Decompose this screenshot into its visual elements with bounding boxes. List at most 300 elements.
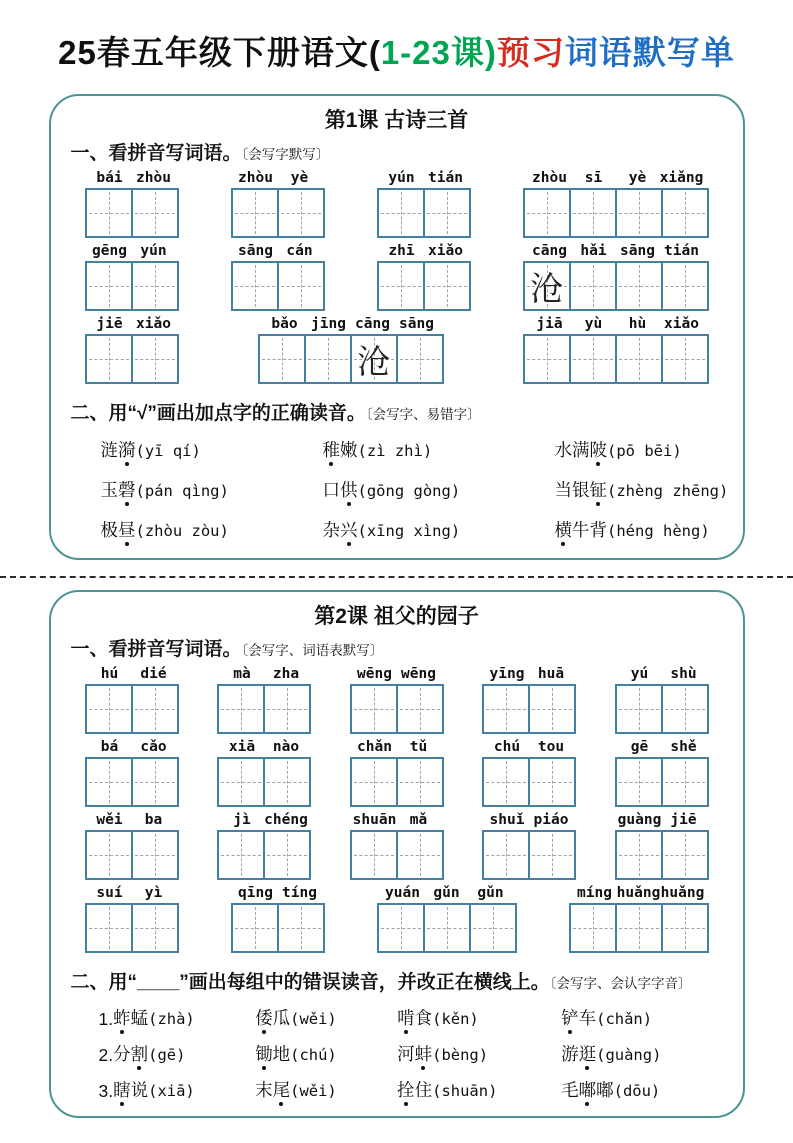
word-group [523, 243, 709, 311]
pinyin-reading: (kěn) [432, 1010, 479, 1029]
pinyin-reading: (wěi) [290, 1082, 337, 1101]
pinyin-reading: (héng hèng) [607, 522, 710, 541]
word-with-reading [113, 1044, 185, 1064]
writing-cell [661, 903, 709, 953]
writing-boxes [85, 188, 179, 238]
dotted-character: 铲 [561, 1005, 579, 1030]
writing-boxes [377, 903, 517, 953]
pinyin-syllable: bǎo [271, 316, 298, 333]
pinyin-reading: (chú) [290, 1046, 337, 1065]
word-with-reading [561, 1008, 652, 1028]
character: 游 [561, 1044, 579, 1065]
pinyin-syllable: xiǎng [659, 170, 704, 187]
writing-cell [615, 684, 663, 734]
pinyin-syllable: bá [100, 739, 119, 756]
dotted-character: 锄 [255, 1041, 273, 1066]
pinyin-label [615, 812, 709, 828]
writing-cell [615, 830, 663, 880]
word-with-reading [255, 1044, 337, 1064]
writing-boxes [523, 334, 709, 384]
pinyin-syllable: zhī [388, 243, 415, 260]
word-group [377, 170, 471, 238]
pinyin-syllable: tou [537, 739, 565, 756]
writing-cell [85, 903, 133, 953]
word-group [350, 812, 444, 880]
writing-boxes [482, 830, 576, 880]
page-title [0, 22, 793, 72]
word-group [350, 666, 444, 734]
pinyin-syllable: zhòu [136, 170, 171, 187]
word-group [482, 812, 576, 880]
word-group [569, 885, 709, 953]
pinyin-syllable: gǔn [477, 885, 504, 902]
pinyin-syllable: xiǎo [664, 316, 699, 333]
writing-cell [569, 261, 617, 311]
word-with-reading [555, 477, 729, 502]
word-group [231, 885, 325, 953]
character: 满 [572, 440, 590, 461]
writing-cell [231, 903, 279, 953]
pinyin-syllable: cāng [532, 243, 567, 260]
worksheet-page [0, 22, 793, 1118]
pinyin-label [85, 739, 179, 755]
item-word [561, 1005, 689, 1030]
writing-cell [85, 188, 133, 238]
pinyin-reading: (zhòu zòu) [135, 522, 229, 541]
writing-cell [528, 757, 576, 807]
writing-cell [482, 684, 530, 734]
writing-cell [277, 261, 325, 311]
word-group [217, 812, 311, 880]
character: 食 [414, 1008, 433, 1029]
pinyin-syllable: guàng [617, 812, 662, 829]
pinyin-syllable: yún [388, 170, 415, 187]
pinyin-syllable: suí [96, 885, 123, 902]
word-with-reading [555, 437, 729, 462]
character: 地 [272, 1044, 291, 1065]
dotted-character: 蚌 [415, 1041, 433, 1066]
pinyin-row [85, 666, 709, 734]
pinyin-syllable: chǎn [357, 739, 392, 756]
character: 车 [578, 1008, 597, 1029]
character: 分 [113, 1044, 131, 1065]
writing-boxes [85, 830, 179, 880]
writing-cell [615, 903, 663, 953]
writing-cell [85, 334, 133, 384]
writing-cell [661, 757, 709, 807]
writing-cell [661, 684, 709, 734]
pinyin-label [85, 666, 179, 682]
pinyin-label [523, 316, 709, 332]
dotted-character: 兴 [340, 517, 358, 542]
prefilled-character: 沧 [530, 268, 563, 308]
pinyin-label [85, 243, 179, 259]
pinyin-syllable: xiā [228, 739, 256, 756]
item-word [397, 1077, 547, 1102]
writing-cell [85, 261, 133, 311]
writing-boxes [85, 334, 179, 384]
pinyin-syllable: tǔ [409, 739, 428, 756]
pinyin-syllable: wēng [401, 666, 436, 683]
pinyin-syllable: chú [493, 739, 521, 756]
writing-cell [377, 261, 425, 311]
word-group [231, 170, 325, 238]
pinyin-syllable: xiǎo [428, 243, 463, 260]
pinyin-syllable: sāng [620, 243, 655, 260]
writing-cell [350, 334, 398, 384]
writing-cell [217, 757, 265, 807]
writing-cell [85, 830, 133, 880]
pinyin-syllable: cán [286, 243, 313, 260]
pinyin-syllable: chéng [264, 812, 308, 829]
character: 嫩 [340, 440, 358, 461]
dotted-character: 磬 [118, 477, 136, 502]
writing-boxes [350, 830, 444, 880]
item-word [397, 1041, 547, 1066]
pinyin-syllable: piáo [533, 812, 569, 829]
writing-boxes [231, 903, 325, 953]
writing-cell [661, 334, 709, 384]
writing-cell [217, 684, 265, 734]
writing-cell [350, 684, 398, 734]
writing-boxes [377, 261, 471, 311]
pinyin-label [482, 812, 576, 828]
word-group [523, 316, 709, 384]
word-group [482, 666, 576, 734]
writing-cell [615, 188, 663, 238]
pinyin-syllable: yè [628, 170, 647, 187]
writing-cell [615, 334, 663, 384]
writing-cell [263, 684, 311, 734]
dotted-character: 稚 [323, 437, 341, 462]
pinyin-row [85, 885, 709, 953]
lesson2-error-items [99, 1005, 723, 1102]
pinyin-syllable: gē [630, 739, 649, 756]
dotted-character: 漪 [118, 437, 136, 462]
pinyin-syllable: yún [140, 243, 167, 260]
word-with-reading [113, 1080, 195, 1100]
writing-cell [569, 188, 617, 238]
pinyin-syllable: yīng [489, 666, 525, 683]
item-word [113, 1077, 241, 1102]
pinyin-label [217, 812, 311, 828]
pinyin-label [377, 170, 471, 186]
writing-boxes [377, 188, 471, 238]
word-with-reading [113, 1008, 195, 1028]
word-group [377, 885, 517, 953]
pinyin-row [85, 316, 709, 384]
character: 水 [554, 440, 572, 461]
pinyin-label [85, 316, 179, 332]
pinyin-syllable: cǎo [140, 739, 167, 756]
word-group [85, 885, 179, 953]
character: 末 [255, 1080, 273, 1101]
word-with-reading [255, 1080, 337, 1100]
dotted-character: 陂 [590, 437, 608, 462]
lesson1-card [49, 94, 745, 560]
page-divider [0, 576, 793, 578]
lesson2-heading: 第2课 祖父的园子 [314, 605, 479, 629]
prefilled-character: 沧 [357, 341, 390, 381]
section-label: 二、用“√”画出加点字的正确读音。 [70, 403, 366, 425]
pinyin-syllable: shù [670, 666, 697, 683]
item-word [255, 1041, 383, 1066]
pinyin-syllable: jì [233, 812, 251, 829]
pinyin-syllable: gǔn [433, 885, 460, 902]
writing-boxes [258, 334, 444, 384]
writing-cell [469, 903, 517, 953]
writing-boxes [482, 757, 576, 807]
writing-cell [396, 684, 444, 734]
title-segment: 25春五年级下册语文( [58, 34, 381, 72]
pinyin-label [85, 885, 179, 901]
pinyin-syllable: jiē [96, 316, 123, 333]
pinyin-syllable: yuán [385, 885, 420, 902]
item-word [113, 1005, 241, 1030]
pinyin-label [350, 666, 444, 682]
pinyin-syllable: yù [584, 316, 603, 333]
word-group [85, 316, 179, 384]
writing-cell [615, 757, 663, 807]
pinyin-syllable: hǎi [580, 243, 607, 260]
word-group [482, 739, 576, 807]
pinyin-syllable: hù [628, 316, 647, 333]
pinyin-reading: (zhà) [148, 1010, 195, 1029]
item-word [255, 1005, 383, 1030]
lesson1-pronunciation-grid [100, 437, 729, 542]
word-group [523, 170, 709, 238]
pinyin-syllable: huǎng [616, 885, 661, 902]
pinyin-reading: (zì zhì) [357, 442, 433, 461]
writing-cell [304, 334, 352, 384]
lesson2-card [49, 590, 745, 1118]
character: 涟 [100, 440, 118, 461]
word-group [615, 812, 709, 880]
section-note: 〔会写字默写〕 [241, 147, 330, 163]
pinyin-reading: (wěi) [290, 1010, 337, 1029]
pinyin-syllable: zha [272, 666, 300, 683]
pinyin-reading: (gē) [148, 1046, 186, 1065]
dotted-character: 瞎 [113, 1077, 131, 1102]
writing-cell [661, 188, 709, 238]
character: 银 [572, 480, 590, 501]
lesson1-section2-header [71, 398, 723, 425]
character: 牛 [572, 520, 590, 541]
word-with-reading [397, 1008, 479, 1028]
pinyin-label [258, 316, 444, 332]
writing-cell [661, 261, 709, 311]
writing-cell [350, 757, 398, 807]
dotted-character: 钲 [590, 477, 608, 502]
writing-cell [523, 334, 571, 384]
pinyin-syllable: wēng [357, 666, 392, 683]
error-item-row [99, 1041, 723, 1066]
word-group [615, 739, 709, 807]
writing-boxes [615, 757, 709, 807]
writing-boxes [217, 757, 311, 807]
pinyin-label [231, 885, 325, 901]
word-group [217, 739, 311, 807]
writing-boxes [350, 684, 444, 734]
pinyin-reading: (guàng) [596, 1046, 662, 1065]
writing-boxes [615, 830, 709, 880]
pinyin-reading: (chǎn) [596, 1010, 653, 1029]
writing-cell [396, 757, 444, 807]
dotted-character: 蚱 [113, 1005, 131, 1030]
pinyin-row [85, 739, 709, 807]
writing-cell [131, 261, 179, 311]
pinyin-syllable: tián [428, 170, 463, 187]
character: 说 [130, 1080, 149, 1101]
pinyin-reading: (yī qí) [135, 442, 201, 461]
pinyin-syllable: nào [272, 739, 300, 756]
pinyin-reading: (shuān) [432, 1082, 498, 1101]
writing-boxes [569, 903, 709, 953]
word-with-reading [323, 477, 555, 502]
pinyin-syllable: zhòu [238, 170, 273, 187]
word-with-reading [561, 1044, 661, 1064]
lesson2-pinyin-grid [71, 666, 723, 953]
dotted-character: 逛 [579, 1041, 597, 1066]
title-segment: 预习 [496, 34, 565, 72]
writing-cell [277, 188, 325, 238]
writing-cell [528, 830, 576, 880]
lesson2-section2-header [71, 967, 723, 994]
title-segment: 词语默写单 [564, 34, 735, 72]
pinyin-label [350, 812, 444, 828]
dotted-character: 尾 [273, 1077, 291, 1102]
dotted-character: 嘟 [579, 1077, 597, 1102]
word-with-reading [555, 517, 729, 542]
writing-cell [423, 903, 471, 953]
writing-cell [131, 188, 179, 238]
pinyin-label [377, 243, 471, 259]
writing-cell [569, 903, 617, 953]
pinyin-syllable: jiā [536, 316, 563, 333]
writing-boxes [615, 684, 709, 734]
writing-cell [231, 261, 279, 311]
pinyin-syllable: shuān [352, 812, 397, 829]
pinyin-reading: (dōu) [613, 1082, 661, 1101]
lesson1-pinyin-grid [71, 170, 723, 384]
word-group [217, 666, 311, 734]
pinyin-syllable: shuǐ [489, 812, 525, 829]
pinyin-label [482, 739, 576, 755]
writing-cell [131, 684, 179, 734]
character: 嘟 [596, 1080, 614, 1101]
section-label: 一、看拼音写词语。 [70, 143, 242, 165]
dotted-character: 昼 [118, 517, 136, 542]
writing-boxes [217, 684, 311, 734]
writing-boxes [85, 261, 179, 311]
lesson1-section1-header [71, 138, 723, 165]
writing-cell [661, 830, 709, 880]
pinyin-label [217, 739, 311, 755]
writing-boxes [217, 830, 311, 880]
pinyin-syllable: cāng [355, 316, 390, 333]
writing-boxes [85, 903, 179, 953]
writing-cell [217, 830, 265, 880]
section-label: 一、看拼音写词语。 [70, 639, 242, 661]
writing-cell [85, 757, 133, 807]
character: 背 [589, 520, 607, 541]
writing-cell [523, 261, 571, 311]
word-group [350, 739, 444, 807]
pinyin-label [377, 885, 517, 901]
item-word [561, 1077, 689, 1102]
writing-cell [350, 830, 398, 880]
section-note: 〔会写字、词语表默写〕 [241, 643, 384, 659]
word-with-reading [561, 1080, 660, 1100]
writing-cell [131, 830, 179, 880]
character: 住 [414, 1080, 433, 1101]
character: 当 [554, 480, 572, 501]
pinyin-syllable: gēng [92, 243, 127, 260]
writing-cell [396, 830, 444, 880]
character: 河 [397, 1044, 415, 1065]
character: 毛 [561, 1080, 579, 1101]
pinyin-syllable: sī [584, 170, 603, 187]
pinyin-syllable: tíng [282, 885, 317, 902]
writing-boxes [85, 757, 179, 807]
word-with-reading [101, 517, 323, 542]
lesson1-heading: 第1课 古诗三首 [324, 109, 469, 133]
pinyin-syllable: mà [233, 666, 251, 683]
character: 杂 [322, 520, 340, 541]
writing-cell [277, 903, 325, 953]
writing-boxes [231, 261, 325, 311]
dotted-character: 割 [131, 1041, 149, 1066]
pinyin-label [615, 666, 709, 682]
pinyin-syllable: jīng [311, 316, 346, 333]
writing-boxes [482, 684, 576, 734]
writing-boxes [231, 188, 325, 238]
pinyin-syllable: sāng [399, 316, 434, 333]
item-word [113, 1041, 241, 1066]
pinyin-syllable: dié [140, 666, 167, 683]
writing-cell [482, 757, 530, 807]
pinyin-label [482, 666, 576, 682]
pinyin-syllable: tián [664, 243, 699, 260]
word-group [85, 739, 179, 807]
word-with-reading [255, 1008, 337, 1028]
pinyin-syllable: huā [537, 666, 565, 683]
word-with-reading [101, 477, 323, 502]
section-label: 二、用“____”画出每组中的错误读音，并改正在横线上。 [70, 972, 550, 994]
item-word [397, 1005, 547, 1030]
pinyin-reading: (pán qìng) [135, 482, 229, 501]
writing-cell [131, 903, 179, 953]
pinyin-syllable: qīng [238, 885, 273, 902]
pinyin-reading: (zhèng zhēng) [607, 482, 729, 501]
writing-cell [377, 903, 425, 953]
writing-cell [615, 261, 663, 311]
pinyin-label [231, 243, 325, 259]
pinyin-syllable: shě [670, 739, 697, 756]
writing-cell [396, 334, 444, 384]
pinyin-label [523, 170, 709, 186]
pinyin-label [231, 170, 325, 186]
writing-cell [482, 830, 530, 880]
writing-cell [528, 684, 576, 734]
writing-cell [263, 830, 311, 880]
pinyin-label [85, 170, 179, 186]
writing-cell [231, 188, 279, 238]
writing-cell [423, 188, 471, 238]
pinyin-label [615, 739, 709, 755]
item-number: 1. [98, 1009, 114, 1030]
writing-cell [131, 334, 179, 384]
